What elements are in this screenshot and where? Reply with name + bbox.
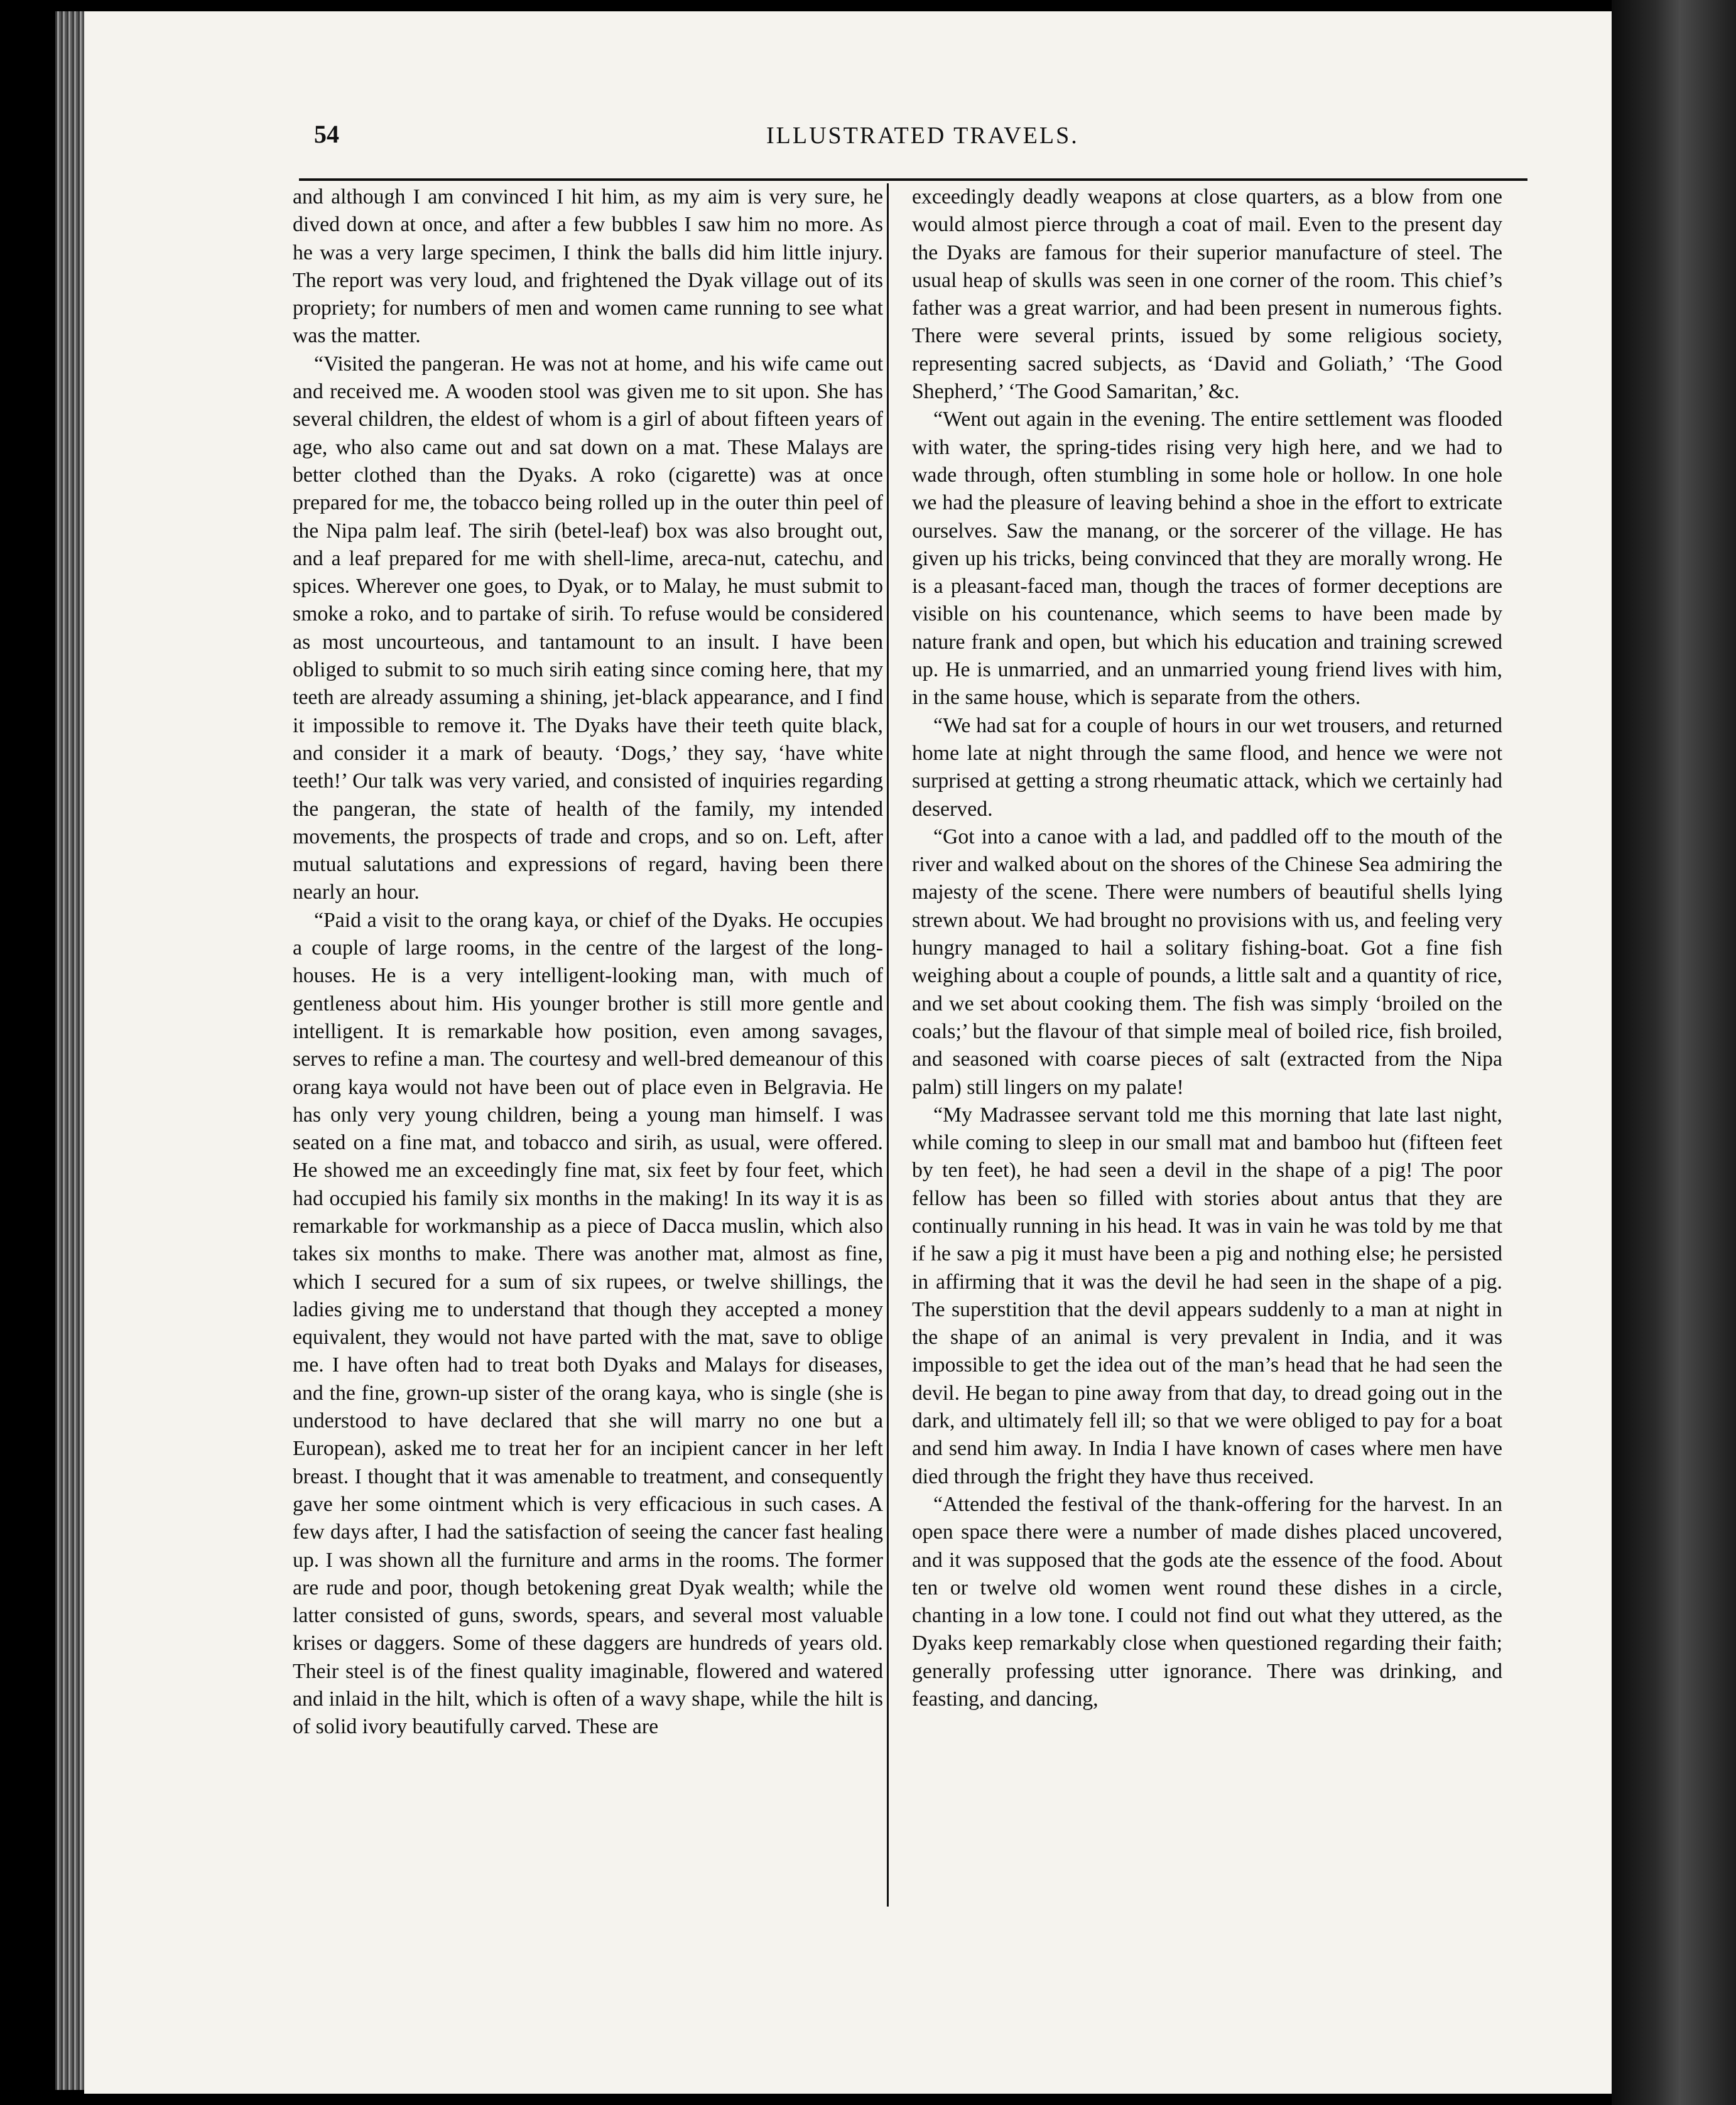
- paragraph: “Visited the pangeran. He was not at home, and his wife came out and received me. A wooden stool was given me to sit upon. She has several children, the eldest of whom is a girl of about fifteen years of age, who also came out and sat down on a mat. These Malays are better clothed than the Dyaks. A roko (cigarette) was at once prepared for me, the tobacco being rolled up in the outer thin peel of the Nipa palm leaf. The sirih (betel-leaf) box was also brought out, and a leaf prepared for me with shell-lime, areca-nut, catechu, and spices. Wherever one goes, to Dyak, or to Malay, he must submit to smoke a roko, and to partake of sirih. To refuse would be considered as most uncourteous, and tantamount to an insult. I have been obliged to submit to so much sirih eating since coming here, that my teeth are already assuming a shining, jet-black appearance, and I find it impossible to remove it. The Dyaks have their teeth quite black, and consider it a mark of beauty. ‘Dogs,’ they say, ‘have white teeth!’ Our talk was very varied, and consisted of inquiries regarding the pangeran, the state of health of the family, my intended movements, the prospects of trade and crops, and so on. Left, after mutual salutations and expressions of regard, having been there nearly an hour.: [293, 352, 883, 904]
- right-column: [912, 183, 1502, 1713]
- paragraph: “Got into a canoe with a lad, and paddled off to the mouth of the river and walked about on the shores of the Chinese Sea admiring the majesty of the scene. There were numbers of beautiful shells lying strewn about. We had brought no provisions with us, and feeling very hungry managed to hail a solitary fishing-boat. Got a fine fish weighing about a couple of pounds, a little salt and a quantity of rice, and we set about cooking them. The fish was simply ‘broiled on the coals;’ but the flavour of that simple meal of boiled rice, fish broiled, and seasoned with coarse pieces of salt (extracted from the Nipa palm) still lingers on my palate!: [912, 825, 1502, 1099]
- paragraph: “Paid a visit to the orang kaya, or chief of the Dyaks. He occupies a couple of large rooms, in the centre of the largest of the long-houses. He is a very intelligent-looking man, with much of gentleness about him. His younger brother is still more gentle and intelligent. It is remarkable how position, even among savages, serves to refine a man. The courtesy and well-bred demeanour of this orang kaya would not have been out of place even in Belgravia. He has only very young children, being a young man himself. I was seated on a fine mat, and tobacco and sirih, as usual, were offered. He showed me an exceedingly fine mat, six feet by four feet, which had occupied his family six months in the making! In its way it is as remarkable for workmanship as a piece of Dacca muslin, which also takes six months to make. There was another mat, almost as fine, which I secured for a sum of six rupees, or twelve shillings, the ladies giving me to understand that though they accepted a money equivalent, they would not have parted with the mat, save to oblige me. I have often had to treat both Dyaks and Malays for diseases, and the fine, grown-up sister of the orang kaya, who is single (she is understood to have declared that she will marry no one but a European), asked me to treat her for an incipient cancer in her left breast. I thought that it was amenable to treatment, and consequently gave her some ointment which is very efficacious in such cases. A few days after, I had the satisfaction of seeing the cancer fast healing up. I was shown all the furniture and arms in the rooms. The former are rude and poor, though betokening great Dyak wealth; while the latter consisted of guns, swords, spears, and several most valuable krises or daggers. Some of these daggers are hundreds of years old. Their steel is of the finest quality imaginable, flowered and watered and inlaid in the hilt, which is often of a wavy shape, while the hilt is of solid ivory beautifully carved. These are: [293, 908, 883, 1739]
- paragraph: exceedingly deadly weapons at close quarters, as a blow from one would almost pierce through a coat of mail. Even to the present day the Dyaks are famous for their superior manufacture of steel. The usual heap of skulls was seen in one corner of the room. This chief’s father was a great warrior, and had been present in numerous fights. There were several prints, issued by some religious society, representing sacred subjects, as ‘David and Goliath,’ ‘The Good Shepherd,’ ‘The Good Samaritan,’ &c.: [912, 185, 1502, 404]
- running-head: [314, 119, 1733, 163]
- book-page-edges: [55, 11, 85, 2090]
- paragraph: “We had sat for a couple of hours in our wet trousers, and returned home late at night through the same flood, and hence we were not surprised at getting a strong rheumatic attack, which we certainly had deserved.: [912, 713, 1502, 821]
- paragraph: and although I am convinced I hit him, as my aim is very sure, he dived down at once, and after a few bubbles I saw him no more. As he was a very large specimen, I think the balls did him little injury. The report was very loud, and frightened the Dyak village out of its propriety; for numbers of men and women came running to see what was the matter.: [293, 185, 883, 348]
- column-divider: [887, 183, 889, 1907]
- page-number: 54: [314, 120, 339, 148]
- book-spine-shadow: [1612, 0, 1736, 2105]
- paragraph: “My Madrassee servant told me this morning that late last night, while coming to sleep in our small mat and bamboo hut (fifteen feet by ten feet), he had seen a devil in the shape of a pig! The poor fellow has been so filled with stories about antus that they are continually running in his head. It was in vain he was told by me that if he saw a pig it must have been a pig and nothing else; he persisted in affirming that it was the devil he had seen in the shape of a pig. The superstition that the devil appears suddenly to a man at night in the shape of an animal is very prevalent in India, and it was impossible to get the idea out of the man’s head that he had seen the devil. He began to pine away from that day, to dread going out in the dark, and ultimately fell ill; so that we were obliged to pay for a boat and send him away. In India I have known of cases where men have died through the fright they have thus received.: [912, 1103, 1502, 1488]
- left-column: [293, 183, 883, 1741]
- paragraph: “Attended the festival of the thank-offering for the harvest. In an open space there were a number of made dishes placed uncovered, and it was supposed that the gods ate the essence of the food. About ten or twelve old women went round these dishes in a circle, chanting in a low tone. I could not find out what they uttered, as the Dyaks keep remarkably close when questioned regarding their faith; generally professing utter ignorance. There was drinking, and feasting, and dancing,: [912, 1492, 1502, 1711]
- running-title: ILLUSTRATED TRAVELS.: [766, 122, 1079, 149]
- header-rule: [299, 178, 1527, 181]
- paragraph: “Went out again in the evening. The entire settlement was flooded with water, the spring-tides rising very high here, and we had to wade through, often stumbling in some hole or hollow. In one hole we had the pleasure of leaving behind a shoe in the effort to extricate ourselves. Saw the manang, or the sorcerer of the village. He has given up his tricks, being convinced that they are morally wrong. He is a pleasant-faced man, though the traces of former deceptions are visible on his countenance, which seems to have been made by nature frank and open, but which his education and training screwed up. He is unmarried, and an unmarried young friend lives with him, in the same house, which is separate from the others.: [912, 408, 1502, 710]
